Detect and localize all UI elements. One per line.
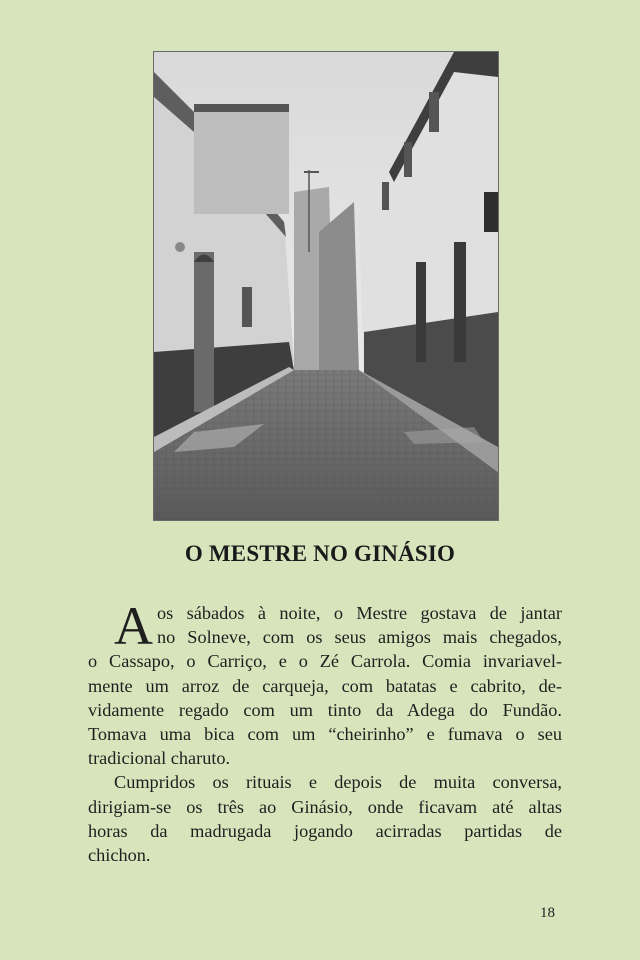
text-line: dirigiam-se os três ao Ginásio, onde ficavam até altas	[88, 796, 562, 817]
text-line: mente um arroz de carqueja, com batatas e cabrito, de-	[88, 675, 562, 696]
chapter-title: O MESTRE NO GINÁSIO	[184, 541, 456, 566]
text-line: Tomava uma bica com um “cheirinho” e fumava o seu	[88, 724, 562, 745]
text-line: vidamente regado com um tinto da Adega do Fundão.	[88, 699, 562, 720]
text-line: tradicional charuto.	[88, 748, 231, 769]
text-line: horas da madrugada jogando acirradas partidas de	[88, 820, 562, 841]
body-text	[88, 596, 562, 867]
text-line: os sábados à noite, o Mestre gostava de jantar	[157, 603, 562, 623]
paragraph-1	[88, 596, 562, 770]
street-photograph	[153, 51, 499, 521]
text-line: chichon.	[88, 845, 151, 866]
drop-cap: A	[114, 596, 153, 656]
text-line: o Cassapo, o Carriço, e o Zé Carrola. Comia invariavel-	[88, 651, 562, 672]
paragraph-2	[88, 770, 562, 867]
text-line: Cumpridos os rituais e depois de muita conversa,	[114, 772, 562, 793]
text-line: no Solneve, com os seus amigos mais chegados,	[157, 627, 562, 648]
page-number: 18	[540, 905, 555, 921]
